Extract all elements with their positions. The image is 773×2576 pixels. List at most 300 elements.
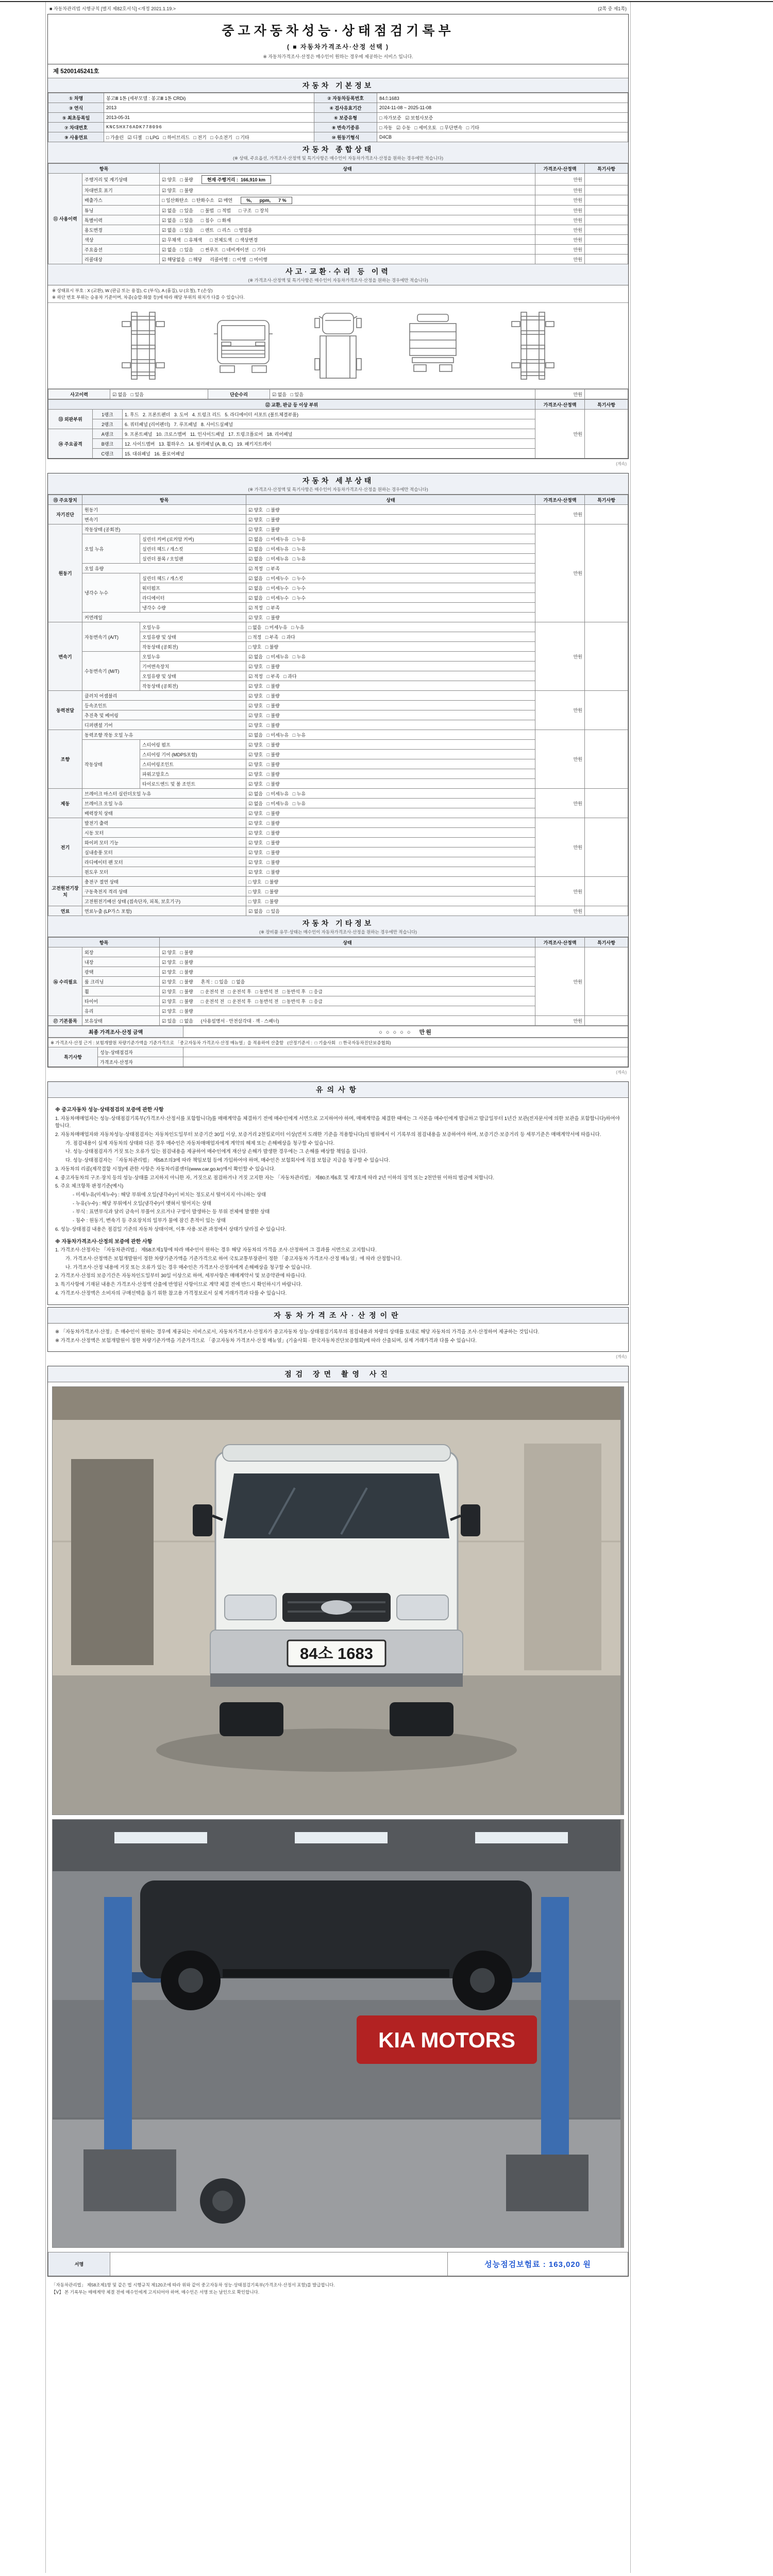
section-note-accident: (※ 가격조사·산정액 및 특기사항은 매수인이 자동차가격조사·산정을 원하는 경우에만 적습니다) [248,278,428,283]
section-title-etc: 자동차 기타정보 [302,919,374,927]
building-door [71,1459,154,1665]
price-survey-option[interactable]: ( ■ 자동차가격조사·산정 선택 ) [287,43,390,50]
cell: 6. 쿼터패널 (리어펜더) 7. 루프패널 8. 사이드실패널 [123,419,535,429]
cell: 등속조인트 [82,701,246,710]
checkbox-group[interactable]: ☑ 양호 □ 불량 [246,740,535,750]
notice-line: 1. 자동차매매업자는 성능·상태점검기록부(가격조사·산정서를 포함합니다)를 매매계약을 체결하기 전에 매수인에게 서면으로 고지하여야 하며, 매매계약을 체결한 때에는 그 사본을 매수인에게 발급하고 발급일부터 1년간 보관(전자문서에 의한 보관을 포함합니다)하여야 합니다. [55,1115,620,1129]
cell: 전기 [48,818,82,877]
cell: 동력전달 [48,691,82,730]
cell: 특별이력 [82,215,160,225]
checkbox-group[interactable]: ☑ 양호 □ 불량 [246,808,535,818]
cell: 차대번호 표기 [82,185,160,195]
checkbox-group[interactable]: ☑ 없음 □ 미세누수 □ 누수 [246,583,535,593]
checkbox-group[interactable]: ☑ 없음 □ 미세누유 □ 누유 [246,544,535,554]
column-header: 가격조사·산정액 [535,400,585,410]
cell: ⑪ 사용이력 [48,174,82,264]
notice-line: ※ 가격조사·산정액은 보험개발원이 정한 차량기준가액을 기준가격으로 「중고자동차 가격조사·산정 매뉴얼」(기술사회 · 한국자동차진단보증협회)에 따라 산출되며, 실제 거래가격과 다를 수 있습니다. [55,1338,477,1344]
cell: 스티어링 펌프 [140,740,246,750]
column-header: ⑧ 변속기종류 [314,123,377,132]
notice-line: - 침수 : 원동기, 변속기 등 주요장치의 일부가 물에 잠긴 흔적이 있는 상태 [73,1218,226,1224]
cell: 오일누유 [140,652,246,662]
value-box: 현재 주행거리 : 166,910 km [201,175,271,184]
checkbox-group[interactable]: ☑ 양호 □ 불량 [160,947,535,957]
photos-title: 점검 장면 촬영 사진 [48,1366,628,1382]
checkbox-group[interactable]: ☑ 양호 □ 불량 [246,524,535,534]
checkbox-group[interactable]: ☑ 양호 □ 불량 [160,1006,535,1016]
section-title-detail: 자동차 세부상태 [302,477,374,485]
cell: 오일유량 및 상태 [140,671,246,681]
kia-badge [321,1600,352,1615]
cell: 만원 [535,225,585,235]
cell: 만원 [535,691,585,730]
notice-line: ※ 「자동차가격조사·산정」은 매수인이 원하는 경우에 제공되는 서비스로서, 자동차가격조사·산정자가 중고자동차 성능·상태점검기록부의 점검내용과 차량의 상태를 토대로 해당 자동차의 가격을 조사·산정하여 제공하는 것입니다. [55,1329,540,1335]
cell: 배력장치 상태 [82,808,246,818]
column-header: 특기사항 [585,164,628,174]
checkbox-group[interactable]: ☑ 무채색 □ 유채색 □ 전체도색 □ 색상변경 [160,235,535,245]
cell: 라디에이터 [140,593,246,603]
cell: 만원 [535,174,585,185]
document-footer [47,2279,629,2295]
section-header-detail [48,473,628,495]
cell: 색상 [82,235,160,245]
cell: 만원 [535,947,585,1016]
cell: 시동 모터 [82,828,246,838]
cell: 디퍼렌셜 기어 [82,720,246,730]
diagram-frame-right[interactable] [489,307,577,384]
cell: 작동상태 (공회전) [140,642,246,652]
cell [585,389,628,399]
column-header: ⑦ 차대번호 [48,123,104,132]
cell: 구동축전지 격리 상태 [82,887,246,896]
section-header-accident [48,264,628,285]
cell [183,1057,628,1067]
footer-confirmation: 【Ⅴ】 본 기록부는 매매계약 체결 전에 매수인에게 고지되어야 하며, 매수인은 서명 또는 날인으로 확인합니다. [52,2289,260,2295]
signature-table [48,2252,628,2276]
section-header-basic [48,78,628,93]
checkbox-group[interactable]: ☑ 있음 □ 없음 (사용설명서 · 안전삼각대 · 잭 · 스패너) [160,1016,535,1026]
checkbox-group[interactable]: ☑ 없음 □ 있음 [270,389,535,399]
cell: 내장 [82,957,160,967]
ceiling-light [475,1832,568,1843]
checkbox-group[interactable]: ☑ 없음 □ 미세누수 □ 누수 [246,573,535,583]
checkbox-group[interactable]: ☑ 없음 □ 미세누수 □ 누수 [246,593,535,603]
column-header: ④ 검사유효기간 [314,103,377,113]
cell: 만원 [535,255,585,264]
checkbox-group[interactable]: ☑ 양호 □ 불량 [246,818,535,828]
scanned-document [45,2,631,2573]
cell: 파워고압호스 [140,769,246,779]
pricing-info-title: 자동차가격조사·산정이란 [48,1308,628,1324]
cell: ○ ○ ○ ○ ○ 만원 [183,1026,628,1038]
cell: 유리 [82,1006,160,1016]
cell: 84소1683 [377,93,628,103]
cell: 봉고Ⅲ 1톤 (세부모델 : 봉고Ⅲ 1톤 CRDi) [104,93,314,103]
cell: 고전원전기배선 상태 (접속단자, 피복, 보호기구) [82,896,246,906]
column-header: 가격조사·산정액 [535,938,585,947]
continue-note-2: (계속) [616,1070,627,1075]
notice-line: - 미세누유(미세누수) : 해당 부위에 오일(냉각수)이 비치는 정도로서 떨어지지 아니하는 상태 [73,1192,266,1198]
diagram-top-view[interactable] [299,307,377,384]
notice-body [48,1098,628,1304]
checkbox-group[interactable]: ☑ 없음 □ 미세누유 □ 누유 [246,652,535,662]
notice-line: 나. 가격조사·산정 내용에 거짓 또는 오류가 있는 경우 매수인은 가격조사·산정자에게 손해배상을 청구할 수 있습니다. [65,1264,312,1270]
checkbox-group[interactable]: □ 자동 ☑ 수동 □ 세미오토 □ 무단변속 □ 기타 [377,123,628,132]
checkbox-group[interactable]: ☑ 양호 □ 불량 [246,857,535,867]
cell: 실린더 커버 (로커암 커버) [140,534,246,544]
notice-line: 3. 특기사항에 기재된 내용은 가격조사·산정액 산출에 반영된 사항이므로 계약 체결 전에 반드시 확인하시기 바랍니다. [55,1281,303,1287]
cell [585,235,628,245]
column-header: 상태 [160,938,535,947]
cell: 만원 [535,906,585,916]
cell: 자기진단 [48,505,82,524]
checkbox-group[interactable]: ※ 가격조사·산정 근거 : 보험개발원 차량기준가액을 기준가격으로 「중고자동차 가격조사·산정 매뉴얼」을 적용하여 산출함 (산정기준서 : □ 기술사회 □ 한국자동차진단보증협회) [48,1038,628,1047]
cell [585,622,628,691]
notice-line: 5. 주요 체크항목 판정기준(예시) [55,1183,124,1190]
cell [585,877,628,906]
cell: 오일 유량 [82,564,246,573]
checkbox-group[interactable]: ☑ 양호 □ 불량 [246,759,535,769]
checkbox-group[interactable]: ☑ 양호 □ 불량 [246,681,535,691]
cell: 1. 후드 2. 프론트펜더 3. 도어 4. 트렁크 리드 5. 라디에이터 서포트 (볼트체결부품) [123,410,535,419]
etc-table [48,937,628,1026]
cell: 주행거리 및 계기상태 [82,174,160,185]
footer-law-reference: 「자동차관리법」 제58조제1항 및 같은 법 시행규칙 제120조에 따라 위와 같이 중고자동차 성능·상태점검기록부(가격조사·산정서 포함)를 발급합니다. [52,2282,335,2287]
checkbox-group[interactable]: ☑ 없음 □ 미세누유 □ 누유 [246,534,535,544]
inspection-photo-lift[interactable] [52,1819,624,2248]
cell: 작동상태 [82,740,140,789]
column-header: ⑥ 보증유형 [314,113,377,123]
column-header: ⑤ 최초등록일 [48,113,104,123]
checkbox-group[interactable]: ☑ 양호 □ 불량 [246,848,535,857]
final-price-table [48,1026,628,1038]
sheet-pricing-info [47,1307,629,1351]
checkbox-group[interactable]: □ 가솔린 ☑ 디젤 □ LPG □ 하이브리드 □ 전기 □ 수소전기 □ 기타 [104,132,314,142]
checkbox-group[interactable]: ☑ 해당없음 □ 해당 리콜이행 : □ 이행 □ 미이행 [160,255,535,264]
right-mirror [461,1504,480,1536]
cell: 고전원전기장치 [48,877,82,906]
cell: 발전기 출력 [82,818,246,828]
cell: 브레이크 마스터 실린더오일 누유 [82,789,246,799]
section-title-basic: 자동차 기본정보 [302,81,374,90]
checkbox-group[interactable]: ☑ 없음 □ 미세누유 □ 누유 [246,554,535,564]
notice-line: 나. 성능·상태점검자가 거짓 또는 오류가 있는 점검내용을 제공하여 매수인에게 재산상 손해가 발생한 경우에는 그 손해를 배상할 책임을 집니다. [65,1149,367,1155]
cell: 만원 [535,505,585,524]
checkbox-group[interactable]: ☑ 없음 □ 미세누유 □ 누유 [246,799,535,808]
checkbox-group[interactable]: ☑ 양호 □ 불량 [246,750,535,759]
cell [585,255,628,264]
section-header-summary [48,142,628,163]
checkbox-group[interactable]: ☑ 양호 □ 불량 [246,720,535,730]
cell: ⑯ 수리필요 [48,947,82,1016]
checkbox-group[interactable]: ☑ 양호 □ 불량 흔적 : □ 있음 □ 없음 [160,977,535,987]
cell: ⑭ 주요골격 [48,429,93,459]
notice-line: 3. 자동차의 리콜(제작결함 시정)에 관한 사항은 자동차리콜센터(www.car.go.kr)에서 확인할 수 있습니다. [55,1166,276,1172]
checkbox-group[interactable]: ☑ 양호 □ 불량 [246,662,535,671]
price-basis-table [48,1038,628,1067]
notice-line: 6. 성능·상태점검 내용은 점검일 기준의 자동차 상태이며, 이후 사용·보관 과정에서 상태가 달라질 수 있습니다. [55,1226,287,1232]
checkbox-group[interactable]: □ 양호 □ 불량 [246,887,535,896]
column-header: 특기사항 [585,495,628,505]
cell [585,215,628,225]
cell: C랭크 [93,449,123,459]
notice-line: 다. 성능·상태점검자는 「자동차관리법」 제58조의3에 따라 책임보험 등에 가입하여야 하며, 매수인은 보험회사에 직접 보험금 지급을 청구할 수 있습니다. [65,1158,390,1164]
checkbox-group[interactable]: ☑ 적정 □ 부족 [246,564,535,573]
sheet-photos [47,1366,629,2277]
document-title: 중고자동차성능·상태점검기록부 [222,24,455,38]
notice-title: 유의사항 [48,1082,628,1098]
checkbox-group[interactable]: ☑ 양호 □ 불량 [246,769,535,779]
cell: 워터펌프 [140,583,246,593]
cell: D4CB [377,132,628,142]
checkbox-group[interactable]: □ 일산화탄소 □ 탄화수소 ☑ 매연 %, ppm, 7 % [160,195,535,206]
cell: 만원 [535,206,585,215]
checkbox-group[interactable]: ☑ 없음 □ 있음 [246,906,535,916]
cell: ⑰ 기본품목 [48,1016,82,1026]
accident-legend-symbols: ※ 상태표시 부호 : X (교환), W (판금 또는 용접), C (부식), A (흠집), U (요철), T (손상) [52,288,213,293]
sheet-detail-and-etc [47,473,629,1067]
cell: 오일 누유 [82,534,140,564]
cell: 커먼레일 [82,613,246,622]
checkbox-group[interactable]: ☑ 양호 □ 불량 [160,967,535,977]
column-header: 가격조사·산정액 [535,164,585,174]
checkbox-group[interactable]: □ 자가보증 ☑ 보험사보증 [377,113,628,123]
pricing-info-body [48,1324,628,1351]
cell: 만원 [535,215,585,225]
cell: 2024-11-08 ~ 2025-11-08 [377,103,628,113]
cell: KNCSHX76ADK778096 [104,123,314,132]
checkbox-group[interactable]: ☑ 없음 □ 있음 [110,389,208,399]
cell: 15. 대쉬패널 16. 플로어패널 [123,449,535,459]
cell: 만원 [535,818,585,877]
cell: 클러치 어셈블리 [82,691,246,701]
cell: ⑬ 외판부위 [48,410,93,429]
cell: 변속기 [82,515,246,524]
cell: 원동기 [82,505,246,515]
checkbox-group[interactable]: ☑ 없음 □ 있음 □ 침수 □ 화재 [160,215,535,225]
cell: 주요옵션 [82,245,160,255]
form-reference: ■ 자동차관리법 시행규칙 [별지 제82호서식] <개정 2021.1.19.> [49,6,176,11]
cell: B랭크 [93,439,123,449]
cell [585,947,628,1016]
cell: 실린더 헤드 / 개스킷 [140,573,246,583]
cell: 변속기 [48,622,82,691]
cell: 기어변속장치 [140,662,246,671]
cell: 만원 [535,622,585,691]
checkbox-group[interactable]: ☑ 적정 □ 부족 [246,603,535,613]
cell: 작동상태 (공회전) [82,524,246,534]
signature-area[interactable] [110,2252,448,2276]
checkbox-group[interactable]: ☑ 없음 □ 있음 □ 렌트 □ 리스 □ 영업용 [160,225,535,235]
continue-note-1: (계속) [616,462,627,466]
cell: 원동기 [48,524,82,622]
checkbox-group[interactable]: □ 양호 □ 불량 [246,642,535,652]
checkbox-group[interactable]: ☑ 양호 □ 불량 현재 주행거리 : 166,910 km [160,174,535,185]
accident-status-table [48,389,628,399]
cell [585,906,628,916]
column-header: 상태 [160,164,535,174]
diagram-rear-view[interactable] [394,307,472,384]
cell [585,691,628,730]
cell: 만원 [535,185,585,195]
cell: 동력조향 작동 오일 누유 [82,730,246,740]
checkbox-group[interactable]: ☑ 양호 □ 불량 [160,185,535,195]
checkbox-group[interactable]: ☑ 없음 □ 있음 □ 썬루프 □ 네비게이션 □ 기타 [160,245,535,255]
document-header [48,14,628,64]
checkbox-group[interactable]: ☑ 양호 □ 불량 [246,515,535,524]
cell: 사고이력 [48,389,110,399]
cell [585,818,628,877]
sheet-basic-and-summary [47,14,629,459]
checkbox-group[interactable]: ☑ 양호 □ 불량 [246,710,535,720]
cell: 12. 사이드멤버 13. 휠하우스 14. 필러패널 (A, B, C) 19. 패키지트레이 [123,439,535,449]
cell [585,185,628,195]
right-headlight [397,1595,448,1620]
cell: 외장 [82,947,160,957]
cell: 추진축 및 베어링 [82,710,246,720]
section-header-etc [48,916,628,937]
cell: 라디에이터 팬 모터 [82,857,246,867]
checkbox-group[interactable]: ☑ 양호 □ 불량 □ 운전석 전 □ 운전석 후 □ 동반석 전 □ 동반석 후 □ 응급 [160,987,535,996]
cell: A랭크 [93,429,123,439]
notice-line: ※ 중고자동차 성능·상태점검의 보증에 관한 사항 [55,1107,164,1113]
summary-table [48,163,628,264]
cell: 보유상태 [82,1016,160,1026]
cell: 만원 [535,195,585,206]
accident-legend-numbers: ※ 하단 번호 부위는 승용차 기준이며, 차종(승합·화물 등)에 따라 해당 부위의 위치가 다를 수 있습니다. [52,295,245,300]
cell [183,1047,628,1057]
cell: 실린더 블록 / 오일팬 [140,554,246,564]
checkbox-group[interactable]: ☑ 양호 □ 불량 [246,691,535,701]
column-header: ② 자동차등록번호 [314,93,377,103]
checkbox-group[interactable]: ☑ 양호 □ 불량 [246,505,535,515]
vehicle-diagrams [48,303,628,389]
cell: 제동 [48,789,82,818]
license-plate-text: 84소 1683 [299,1644,374,1663]
checkbox-group[interactable]: □ 양호 □ 불량 [246,877,535,887]
cell: 만원 [535,789,585,818]
cell [585,524,628,622]
cell: 오일유량 및 상태 [140,632,246,642]
checkbox-group[interactable]: ☑ 적정 □ 부족 □ 과다 [246,671,535,681]
ceiling-light [114,1832,207,1843]
cell [585,174,628,185]
checkbox-group[interactable]: ☑ 양호 □ 불량 □ 운전석 전 □ 운전석 후 □ 동반석 전 □ 동반석 후 □ 응급 [160,996,535,1006]
cell [585,245,628,255]
cell: 만원 [535,1016,585,1026]
cell: 용도변경 [82,225,160,235]
column-header: ⑨ 사용연료 [48,132,104,142]
checkbox-group[interactable]: ☑ 양호 □ 불량 [246,867,535,877]
cell: 리콜대상 [82,255,160,264]
document-note: ※ 자동차가격조사·산정은 매수인이 원하는 경우에 제공하는 서비스 입니다. [263,54,413,59]
checkbox-group[interactable]: ☑ 양호 □ 불량 [246,701,535,710]
checkbox-group[interactable]: ☑ 없음 □ 있음 □ 불법 □ 적법 □ 구조 □ 장치 [160,206,535,215]
cell [585,789,628,818]
left-mirror [193,1504,212,1536]
accident-rank-table [48,399,628,459]
section-note-detail: (※ 가격조사·산정액 및 특기사항은 매수인이 자동차가격조사·산정을 원하는 경우에만 적습니다) [248,487,428,492]
notice-line: 4. 가격조사·산정액은 소비자의 구매선택을 돕기 위한 참고용 가격정보로서 실제 거래가격과 다를 수 있습니다. [55,1290,287,1296]
kia-motors-sign-text: KIA MOTORS [378,2027,516,2052]
checkbox-group[interactable]: □ 양호 □ 불량 [246,896,535,906]
column-header: ① 차명 [48,93,104,103]
checkbox-group[interactable]: ☑ 없음 □ 미세누유 □ 누유 [246,789,535,799]
checkbox-group[interactable]: ☑ 양호 □ 불량 [246,828,535,838]
column-header: 항목 [82,495,246,505]
column-header: 특기사항 [585,400,628,410]
cell: 실린더 헤드 / 개스킷 [140,544,246,554]
document-number: 제 5200145241호 [48,64,628,78]
notice-line: 가. 점검내용이 실제 자동차의 상태와 다른 경우 매수인은 자동차매매업자에게 계약의 해제 또는 손해배상을 청구할 수 있습니다. [65,1140,335,1146]
right-wheel [390,1702,453,1736]
cell: 만원 [535,410,585,459]
checkbox-group[interactable]: ☑ 양호 □ 불량 [246,613,535,622]
checkbox-group[interactable]: ☑ 양호 □ 불량 [160,957,535,967]
diagram-front-view[interactable] [205,307,282,384]
cell: 가격조사·산정자 [98,1057,183,1067]
cell: 만원 [535,877,585,906]
cell: 룸 크리닝 [82,977,160,987]
cell: 1랭크 [93,410,123,419]
checkbox-group[interactable]: ☑ 양호 □ 불량 [246,779,535,789]
cell: 냉각수 누수 [82,573,140,613]
photo-front-illustration [53,1387,620,1815]
cell [585,206,628,215]
cell: 만원 [535,389,585,399]
cell: 2랭크 [93,419,123,429]
column-header: 항목 [48,164,160,174]
notice-line: - 누유(누수) : 해당 부위에서 오일(냉각수)이 맺혀서 떨어지는 상태 [73,1200,211,1207]
cell: 스티어링조인트 [140,759,246,769]
cell [585,195,628,206]
checkbox-group[interactable]: ☑ 양호 □ 불량 [246,838,535,848]
cell: 2013 [104,103,314,113]
section-note-etc: (※ 장비품 유무·상태는 매수인이 자동차가격조사·산정을 원하는 경우에만 적습니다) [259,929,417,935]
value-box: %, ppm, 7 % [241,197,292,204]
checkbox-group[interactable]: □ 적정 □ 부족 □ 과다 [246,632,535,642]
cell: 연료 [48,906,82,916]
cell: 작동상태 (공회전) [140,681,246,691]
cell: 타이어 [82,996,160,1006]
cell: 단순수리 [208,389,270,399]
cell: 와이퍼 모터 기능 [82,838,246,848]
notice-line: 2. 자동차매매업자와 자동차성능·상태점검자는 자동차인도일부터 보증기간 30일 이상, 보증거리 2천킬로미터 이상(먼저 도래한 기준을 적용합니다)의 범위에서 이 기록부의 점검내용을 보증하여야 하며, 보증기간·보증거리 등 세부기준은 매매계약서에 따릅니다. [55,1131,601,1138]
diagram-frame-left[interactable] [99,307,187,384]
cell: 9. 프론트패널 10. 크로스멤버 11. 인사이드패널 17. 트렁크플로어 18. 리어패널 [123,429,535,439]
section-title-summary: 자동차 종합상태 [302,145,374,154]
checkbox-group[interactable]: □ 없음 □ 미세누유 □ 누유 [246,622,535,632]
cell: 오일누유 [140,622,246,632]
building-pillar [524,1444,601,1670]
column-header: ⑫ 교환, 판금 등 이상 부위 [48,400,535,410]
notice-line: 2. 가격조사·산정의 보증기간은 자동차인도일부터 30일 이상으로 하며, 세부사항은 매매계약서 및 보증약관에 따릅니다. [55,1273,307,1279]
sheet-notice [47,1081,629,1305]
basic-info-table [48,93,628,142]
cell: 수동변속기 (M/T) [82,652,140,691]
photo-lift-illustration [53,1820,620,2247]
cell [585,505,628,524]
detail-table [48,495,628,916]
cell: 튜닝 [82,206,160,215]
inspection-photo-front[interactable] [52,1386,624,1815]
cell: 냉각수 수량 [140,603,246,613]
cell: 2013-05-31 [104,113,314,123]
cell [585,1016,628,1026]
cell: 스티어링 기어 (MDPS포함) [140,750,246,759]
checkbox-group[interactable]: ☑ 없음 □ 미세누유 □ 누유 [246,730,535,740]
column-header: 가격조사·산정액 [535,495,585,505]
notice-line: 가. 가격조사·산정액은 보험개발원이 정한 차량기준가액을 기준가격으로 하여 국토교통부장관이 정한 「중고자동차 가격조사·산정 매뉴얼」에 따라 산정합니다. [65,1256,402,1262]
